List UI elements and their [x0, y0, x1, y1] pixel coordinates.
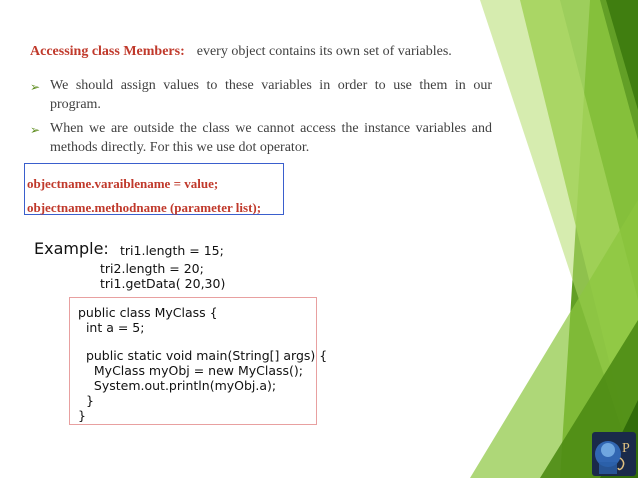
- heading-label: Accessing class Members:: [30, 44, 185, 59]
- code-line: }: [78, 393, 94, 408]
- code-line: int a = 5;: [78, 320, 145, 335]
- bullet-item: [30, 119, 492, 157]
- code-box: [69, 297, 328, 425]
- code-line: public class MyClass {: [78, 305, 218, 320]
- code-line: }: [78, 408, 86, 423]
- bullet-item: [30, 76, 492, 114]
- code-line: public static void main(String[] args) {: [78, 348, 328, 363]
- example-line: tri1.getData( 20,30): [100, 276, 226, 291]
- heading-text: every object contains its own set of variables.: [196, 44, 452, 59]
- bullet-text: When we are outside the class we cannot access the instance variables and methods directly. For this we use dot operator.: [50, 121, 492, 155]
- arrow-bullet-icon: ➢: [30, 123, 41, 137]
- example-label: Example:: [34, 239, 109, 258]
- code-line: System.out.println(myObj.a);: [78, 378, 277, 393]
- syntax-line-variable: objectname.varaiblename = value;: [27, 176, 219, 191]
- logo-text: P: [622, 441, 630, 456]
- arrow-bullet-icon: ➢: [30, 80, 41, 94]
- syntax-box: [24, 163, 284, 215]
- bullet-text: We should assign values to these variables in order to use them in our program.: [50, 78, 492, 112]
- logo-icon: [592, 432, 636, 476]
- code-line: MyClass myObj = new MyClass();: [78, 363, 304, 378]
- syntax-line-method: objectname.methodname (parameter list);: [27, 200, 262, 215]
- example-line: tri2.length = 20;: [100, 261, 204, 276]
- brand-logo: [592, 432, 636, 476]
- section-heading: [30, 44, 500, 60]
- example-line: tri1.length = 15;: [120, 243, 224, 258]
